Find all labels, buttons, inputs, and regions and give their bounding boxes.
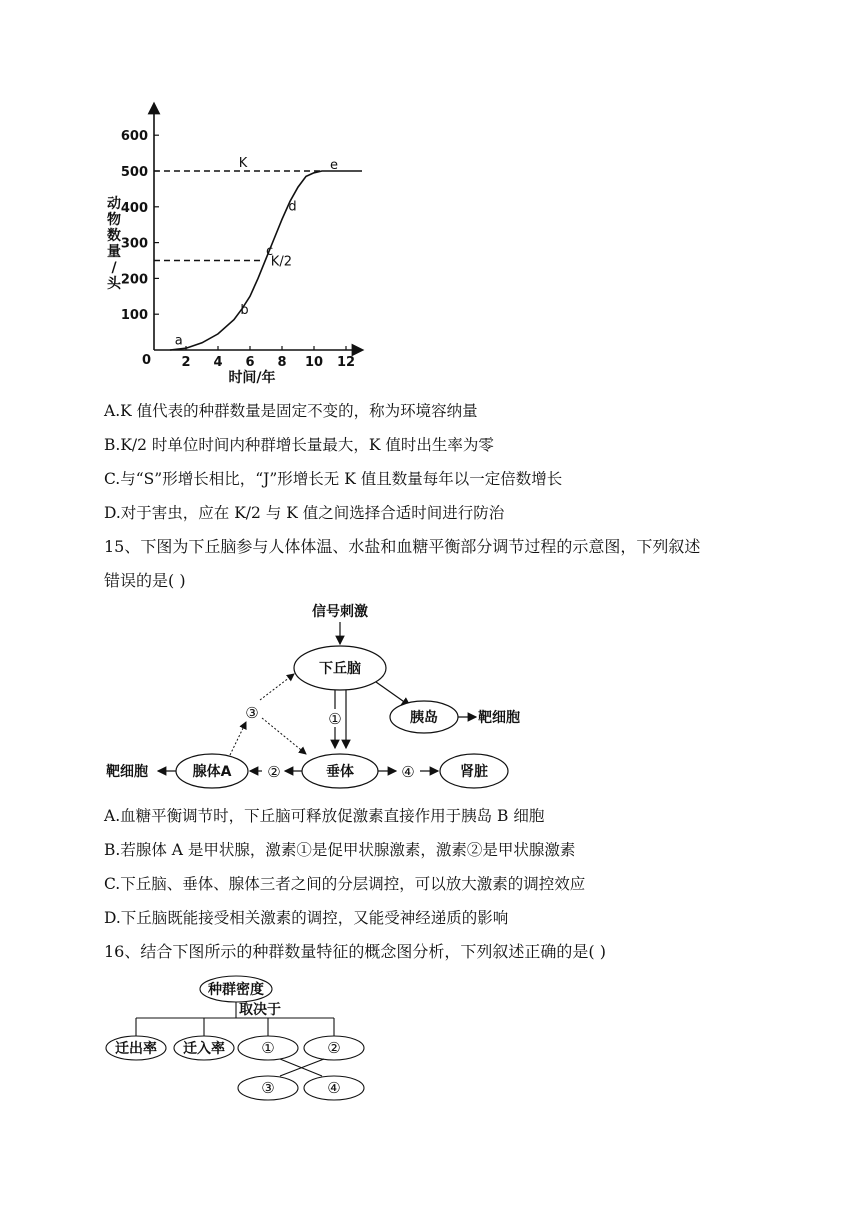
x-tick-label: 6 [245, 355, 255, 370]
pituitary-label: 垂体 [326, 764, 354, 780]
q14-option-c: C.与“S”形增长相比，“J”形增长无 K 值且数量每年以一定倍数增长 [104, 470, 563, 488]
x-axis-label: 时间/年 [228, 370, 276, 386]
hypothalamus-label: 下丘脑 [319, 661, 361, 677]
x-tick-label: 12 [336, 355, 356, 370]
q15-option-b: B.若腺体 A 是甲状腺，激素①是促甲状腺激素，激素②是甲状腺激素 [104, 841, 576, 859]
hormone-4-label: ④ [401, 763, 415, 781]
hormone-2-label: ② [267, 763, 281, 781]
y-tick-label: 400 [120, 200, 148, 216]
density-label: 种群密度 [208, 982, 264, 998]
x-tick-label: 2 [181, 355, 191, 370]
population-characteristics-diagram [100, 970, 380, 1105]
hormone-1-label: ① [328, 710, 342, 728]
node-1-label: ① [261, 1039, 275, 1057]
q15-stem-line1: 15、下图为下丘脑参与人体体温、水盐和血糖平衡部分调节过程的示意图，下列叙述 [104, 537, 701, 556]
reference-line-label: K/2 [270, 254, 292, 270]
population-growth-chart [100, 100, 370, 390]
point-label: c [266, 244, 274, 260]
x-tick-label: 10 [304, 355, 324, 370]
immigration-label: 迁入率 [183, 1041, 225, 1057]
point-label: b [240, 303, 249, 319]
x-tick-label: 8 [277, 355, 287, 370]
y-tick-label: 500 [120, 165, 148, 180]
gland-target-label: 靶细胞 [106, 764, 148, 780]
y-tick-label: 300 [120, 236, 148, 252]
y-axis-label: 动物数量/头 [107, 196, 121, 292]
y-tick-label: 200 [120, 272, 148, 288]
q16-stem: 16、结合下图所示的种群数量特征的概念图分析，下列叙述正确的是( ) [104, 942, 606, 961]
point-label: e [330, 158, 338, 174]
islet-target-label: 靶细胞 [478, 710, 520, 726]
x-tick-label: 4 [213, 355, 223, 370]
q15-option-c: C.下丘脑、垂体、腺体三者之间的分层调控，可以放大激素的调控效应 [104, 875, 586, 893]
point-label: d [288, 199, 297, 215]
q14-option-a: A.K 值代表的种群数量是固定不变的，称为环境容纳量 [104, 402, 478, 420]
hormone-3-label: ③ [245, 704, 259, 722]
y-tick-label: 600 [120, 129, 148, 145]
emigration-label: 迁出率 [115, 1041, 157, 1057]
node-2-label: ② [327, 1039, 341, 1057]
hypothalamus-regulation-diagram [100, 596, 540, 796]
kidney-label: 肾脏 [460, 764, 488, 780]
q14-option-d: D.对于害虫，应在 K/2 与 K 值之间选择合适时间进行防治 [104, 504, 505, 522]
node-3-label: ③ [261, 1079, 275, 1097]
gland-a-label: 腺体A [192, 764, 232, 780]
signal-stimulus-label: 信号刺激 [312, 604, 368, 620]
y-tick-label: 100 [120, 308, 148, 324]
depends-label: 取决于 [239, 1002, 281, 1018]
q15-stem-line2: 错误的是( ) [104, 571, 186, 590]
node-4-label: ④ [327, 1079, 341, 1097]
q15-option-d: D.下丘脑既能接受相关激素的调控，又能受神经递质的影响 [104, 909, 509, 927]
q15-option-a: A.血糖平衡调节时，下丘脑可释放促激素直接作用于胰岛 B 细胞 [104, 807, 545, 825]
point-label: a [174, 333, 183, 349]
islet-label: 胰岛 [410, 710, 438, 726]
zero-label: 0 [141, 353, 151, 368]
reference-line-label: K [238, 156, 248, 171]
q14-option-b: B.K/2 时单位时间内种群增长量最大，K 值时出生率为零 [104, 436, 494, 454]
